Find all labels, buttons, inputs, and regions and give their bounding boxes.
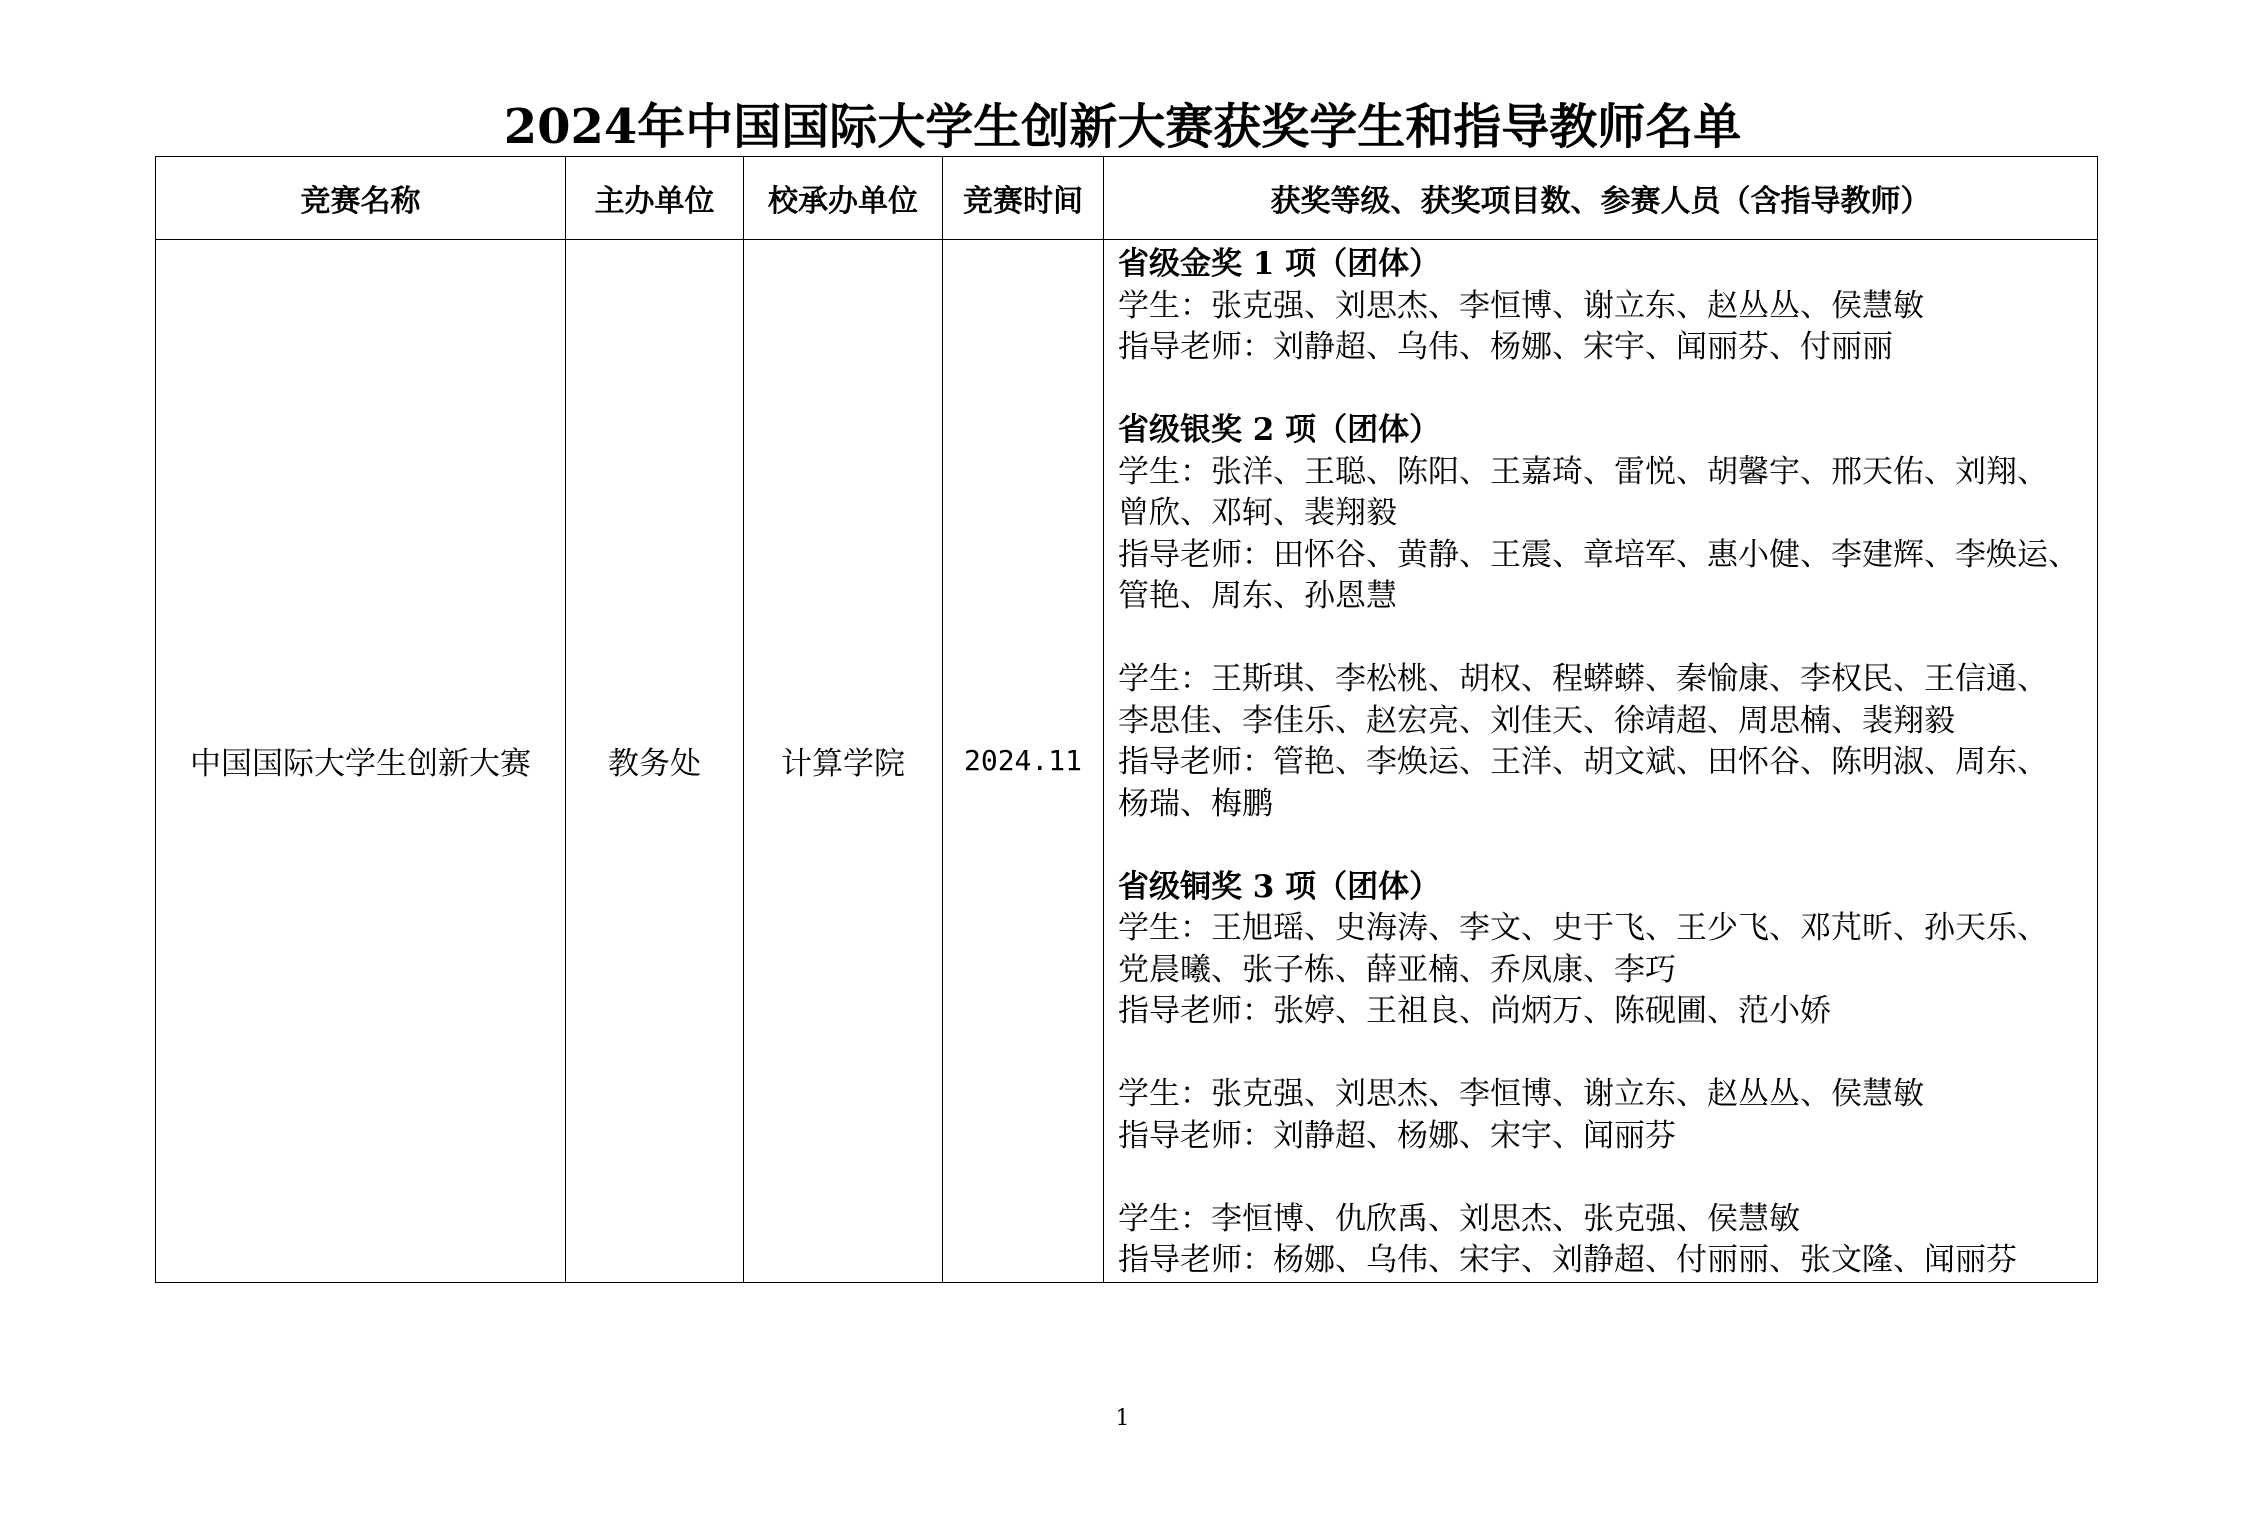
- cell-competition-name: 中国国际大学生创新大赛: [156, 240, 566, 1283]
- award-member-line: 学生：张克强、刘思杰、李恒博、谢立东、赵丛丛、侯慧敏: [1118, 287, 1924, 324]
- award-member-line: 学生：张洋、王聪、陈阳、王嘉琦、雷悦、胡馨宇、邢天佑、刘翔、: [1118, 453, 2048, 490]
- award-list-table: [155, 156, 2098, 1283]
- award-member-line: 学生：张克强、刘思杰、李恒博、谢立东、赵丛丛、侯慧敏: [1118, 1076, 1924, 1112]
- group-spacer: [1118, 1033, 2085, 1075]
- table-header-row: [156, 157, 2098, 240]
- award-level-heading: 省级铜奖 3 项（团体）: [1118, 868, 1441, 905]
- cell-awards: [1104, 240, 2098, 1283]
- award-member-line: 指导老师：刘静超、乌伟、杨娜、宋宇、闻丽芬、付丽丽: [1118, 329, 1893, 365]
- award-member-line: 指导老师：管艳、李焕运、王洋、胡文斌、田怀谷、陈明淑、周东、: [1118, 744, 2048, 780]
- award-member-line: 杨瑞、梅鹏: [1118, 785, 1273, 822]
- group-spacer: [1118, 618, 2085, 660]
- award-level-heading: 省级银奖 2 项（团体）: [1118, 412, 1441, 448]
- cell-competition-time: 2024.11: [943, 240, 1104, 1283]
- award-member-line: 党晨曦、张子栋、薛亚楠、乔凤康、李巧: [1118, 951, 1676, 988]
- group-spacer: [1118, 825, 2085, 867]
- group-spacer: [1118, 369, 2085, 411]
- header-host-school: 校承办单位: [744, 157, 943, 240]
- cell-host-school: 计算学院: [744, 240, 943, 1283]
- award-member-line: 李思佳、李佳乐、赵宏亮、刘佳天、徐靖超、周思楠、裴翔毅: [1118, 702, 1955, 739]
- cell-organizer: 教务处: [566, 240, 744, 1283]
- award-level-heading: 省级金奖 1 项（团体）: [1118, 246, 1441, 282]
- award-member-line: 指导老师：杨娜、乌伟、宋宇、刘静超、付丽丽、张文隆、闻丽芬: [1118, 1242, 2017, 1278]
- awards-list: [1118, 244, 2085, 1282]
- header-organizer: 主办单位: [566, 157, 744, 240]
- award-member-line: 管艳、周东、孙恩慧: [1118, 578, 1397, 614]
- award-member-line: 指导老师：刘静超、杨娜、宋宇、闻丽芬: [1118, 1117, 1676, 1154]
- page-number: 1: [1115, 1406, 1130, 1431]
- award-member-line: 指导老师：田怀谷、黄静、王震、章培军、惠小健、李建辉、李焕运、: [1118, 536, 2079, 573]
- page-title: 2024年中国国际大学生创新大赛获奖学生和指导教师名单: [503, 99, 1742, 155]
- header-competition-name: 竞赛名称: [156, 157, 566, 240]
- header-awards: 获奖等级、获奖项目数、参赛人员（含指导教师）: [1104, 157, 2098, 240]
- header-competition-time: 竞赛时间: [943, 157, 1104, 240]
- award-member-line: 学生：王旭瑶、史海涛、李文、史于飞、王少飞、邓芃昕、孙天乐、: [1118, 910, 2048, 946]
- award-member-line: 学生：李恒博、仇欣禹、刘思杰、张克强、侯慧敏: [1118, 1200, 1800, 1237]
- award-member-line: 指导老师：张婷、王祖良、尚炳万、陈砚圃、范小娇: [1118, 993, 1831, 1029]
- group-spacer: [1118, 1157, 2085, 1199]
- award-member-line: 学生：王斯琪、李松桃、胡权、程蟒蟒、秦愉康、李权民、王信通、: [1118, 661, 2048, 697]
- award-member-line: 曾欣、邓轲、裴翔毅: [1118, 495, 1397, 531]
- table-row: [156, 240, 2098, 1283]
